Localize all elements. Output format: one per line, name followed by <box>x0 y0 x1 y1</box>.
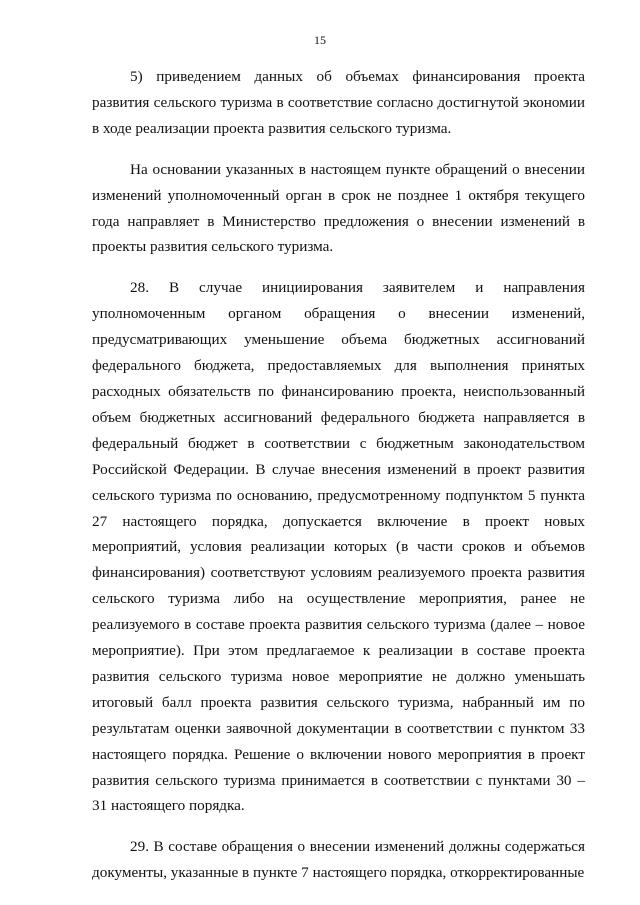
paragraph-29: 29. В составе обращения о внесении изменений должны содержаться документы, указанные в пункте 7 настоящего порядка, откорректированные <box>92 838 585 882</box>
paragraph-28: 28. В случае инициирования заявителем и направления уполномоченным органом обращения о внесении изменений, предусматривающих уменьшение объема бюджетных ассигнований федерального бюджета, предоставляемых для выполнения принятых расходных обязательств по финансированию проекта, неиспользованный объем бюджетных ассигнований федерального бюджета направляется в федеральный бюджет в соответствии с бюджетным законодательством Российской Федерации. В случае внесения изменений в проект развития сельского туризма по основанию, предусмотренному подпунктом 5 пункта 27 настоящего порядка, допускается включение в проект новых мероприятий, условия реализации которых (в части сроков и объемов финансирования) соответствуют условиям реализуемого проекта развития сельского туризма либо на осуществление мероприятия, ранее не реализуемого в составе проекта развития сельского туризма (далее – новое мероприятие). При этом предлагаемое к реализации в составе проекта развития сельского туризма новое мероприятие не должно уменьшать итоговый балл проекта развития сельского туризма, набранный им по результатам оценки заявочной документации в соответствии с пунктом 33 настоящего порядка. Решение о включении нового мероприятия в проект развития сельского туризма принимается в соответствии с пунктами 30 – 31 настоящего порядка. <box>92 279 585 815</box>
paragraph-item-5: 5) приведением данных об объемах финансирования проекта развития сельского туризма в соответствие согласно достигнутой экономии в ходе реализации проекта развития сельского туризма. <box>92 68 585 137</box>
paragraph-changes-basis: На основании указанных в настоящем пункте обращений о внесении изменений уполномоченный орган в срок не позднее 1 октября текущего года направляет в Министерство предложения о внесении изменений в проекты развития сельского туризма. <box>92 160 585 256</box>
page-number: 15 <box>314 33 326 47</box>
document-body <box>92 64 585 886</box>
